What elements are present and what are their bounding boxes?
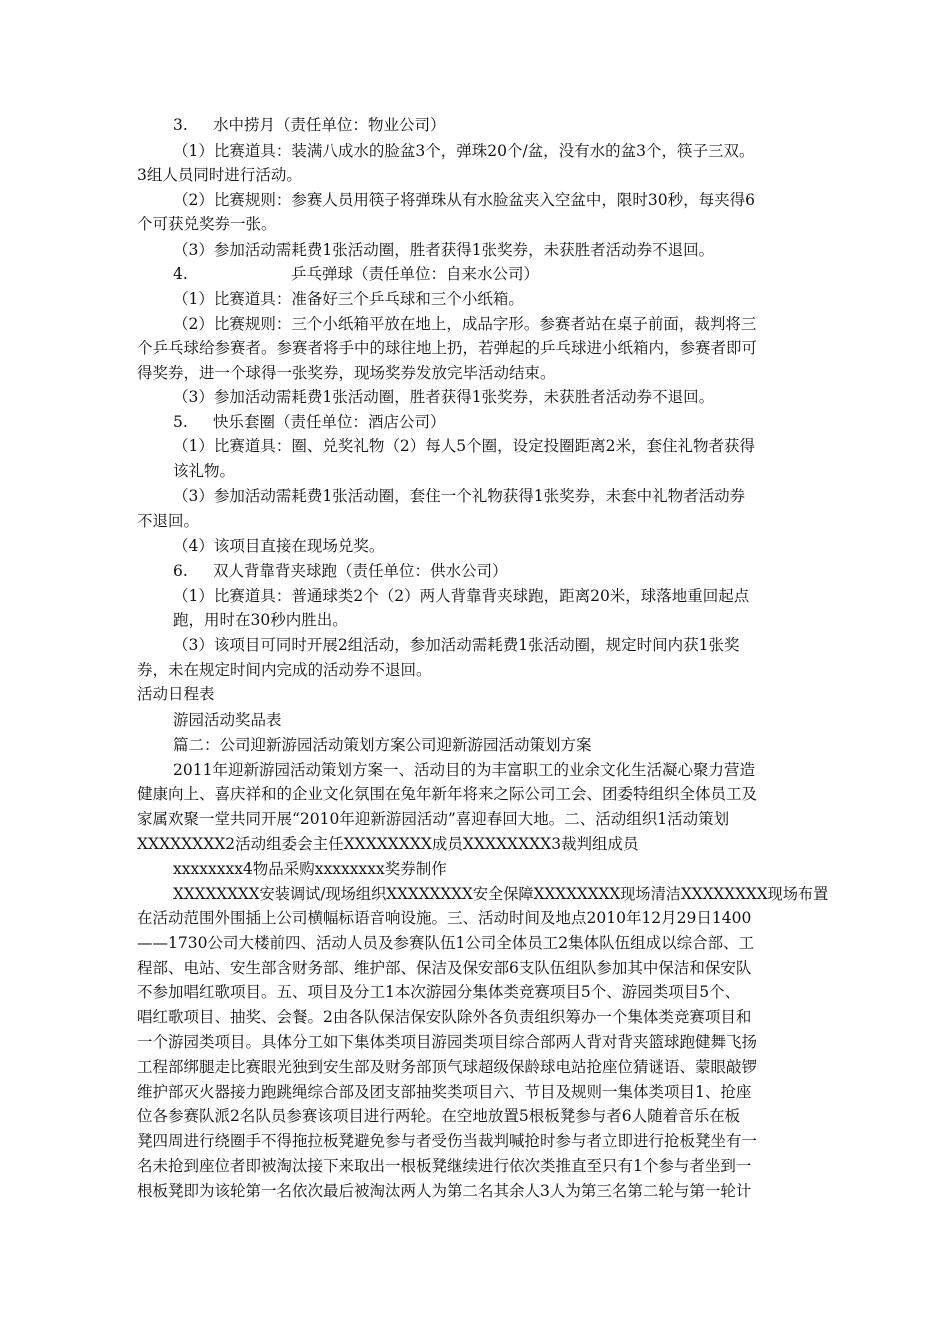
paragraph-line: （1）比赛道具：装满八成水的脸盆3个，弹珠20个/盆，没有水的盆3个，筷子三双。 <box>173 142 755 160</box>
item-title: 快乐套圈（责任单位：酒店公司） <box>213 413 446 431</box>
body-line: xxxxxxxx4物品采购xxxxxxxx奖券制作 <box>173 860 447 878</box>
body-line: XXXXXXXX2活动组委会主任XXXXXXXX成员XXXXXXXX3裁判组成员 <box>137 835 639 853</box>
paragraph-line: 该礼物。 <box>173 462 236 480</box>
body-line: 名未抢到座位者即被淘汰接下来取出一根板凳继续进行依次类推直至只有1个参与者坐到一 <box>137 1157 752 1175</box>
body-line: 不参加唱红歌项目。五、项目及分工1本次游园分集体类竞赛项目5个、游园类项目5个、 <box>137 983 741 1001</box>
body-line: 2011年迎新游园活动策划方案一、活动目的为丰富职工的业余文化生活凝心聚力营造 <box>173 761 755 779</box>
paragraph-line: 券，未在规定时间内完成的活动券不退回。 <box>137 661 432 679</box>
paragraph-line: （3）参加活动需耗费1张活动圈，胜者获得1张奖券，未获胜者活动券不退回。 <box>173 388 715 406</box>
paragraph-line: （3）参加活动需耗费1张活动圈，套住一个礼物获得1张奖券，未套中礼物者活动券 <box>173 487 746 505</box>
paragraph-line: （3）该项目可同时开展2组活动，参加活动需耗费1张活动圈，规定时间内获1张奖 <box>173 636 740 654</box>
body-line: 位各参赛队派2名队员参赛该项目进行两轮。在空地放置5根板凳参与者6人随着音乐在板 <box>137 1107 741 1125</box>
schedule-heading: 活动日程表 <box>137 685 215 703</box>
body-line: 工程部绑腿走比赛眼光独到安生部及财务部顶气球超级保龄球电站抢座位猜谜语、蒙眼敲锣 <box>137 1058 758 1076</box>
paragraph-line: 个乒乓球给参赛者。参赛者将手中的球往地上扔，若弹起的乒乓球进小纸箱内，参赛者即可 <box>137 339 758 357</box>
body-line: XXXXXXXX安装调试/现场组织XXXXXXXX安全保障XXXXXXXX现场清洁XXXXXXXX现场布置 <box>173 885 829 903</box>
body-line: 在活动范围外围插上公司横幅标语音响设施。三、活动时间及地点2010年12月29日1400 <box>137 909 752 927</box>
item-number: 3. <box>173 116 188 134</box>
item-5-heading <box>173 410 446 434</box>
body-line: 家属欢聚一堂共同开展“2010年迎新游园活动”喜迎春回大地。二、活动组织1活动策划 <box>137 810 730 828</box>
body-line: 凳四周进行绕圈手不得拖拉板凳避免参与者受伤当裁判喊抢时参与者立即进行抢板凳坐有一 <box>137 1132 758 1150</box>
body-line: 维护部灭火器接力跑跳绳综合部及团支部抽奖类项目六、节目及规则一集体类项目1、抢座 <box>137 1083 752 1101</box>
paragraph-line: （1）比赛道具：普通球类2个（2）两人背靠背夹球跑，距离20米，球落地重回起点 <box>173 587 750 605</box>
body-line: 根板凳即为该轮第一名依次最后被淘汰两人为第二名其余人3人为第三名第二轮与第一轮计 <box>137 1182 752 1200</box>
paragraph-line: （2）比赛规则：三个小纸箱平放在地上，成品字形。参赛者站在桌子前面，裁判将三 <box>173 315 757 333</box>
paragraph-line: （4）该项目直接在现场兑奖。 <box>173 537 385 555</box>
item-title: 双人背靠背夹球跑（责任单位：供水公司） <box>213 562 508 580</box>
paragraph-line: （1）比赛道具：圈、兑奖礼物（2）每人5个圈，设定投圈距离2米，套住礼物者获得 <box>173 437 755 455</box>
body-line: ——1730公司大楼前四、活动人员及参赛队伍1公司全体员工2集体队伍组成以综合部、工 <box>137 934 755 952</box>
paragraph-line: 3组人员同时进行活动。 <box>137 166 302 184</box>
paragraph-line: 个可获兑奖券一张。 <box>137 215 277 233</box>
item-number: 5. <box>173 413 188 431</box>
paragraph-line: （3）参加活动需耗费1张活动圈，胜者获得1张奖券，未获胜者活动券不退回。 <box>173 241 715 259</box>
paragraph-line: （1）比赛道具：准备好三个乒乓球和三个小纸箱。 <box>173 290 524 308</box>
item-title: 乒乓弹球（责任单位：自来水公司） <box>291 265 540 283</box>
prize-heading: 游园活动奖品表 <box>173 711 282 729</box>
item-number: 6. <box>173 562 188 580</box>
article-2-title: 篇二：公司迎新游园活动策划方案公司迎新游园活动策划方案 <box>173 736 592 754</box>
item-3-heading <box>173 113 446 137</box>
item-4-heading <box>173 262 539 286</box>
paragraph-line: 不退回。 <box>137 512 200 530</box>
body-line: 一个游园类项目。具体分工如下集体类项目游园类项目综合部两人背对背夹篮球跑健舞飞扬 <box>137 1033 758 1051</box>
item-number: 4. <box>173 265 188 283</box>
paragraph-line: 跑，用时在30秒内胜出。 <box>173 611 348 629</box>
paragraph-line: （2）比赛规则：参赛人员用筷子将弹珠从有水脸盆夹入空盆中，限时30秒，每夹得6 <box>173 191 755 209</box>
item-title: 水中捞月（责任单位：物业公司） <box>213 116 446 134</box>
item-6-heading <box>173 559 508 583</box>
body-line: 程部、电站、安生部含财务部、维护部、保洁及保安部6支队伍组队参加其中保洁和保安队 <box>137 959 752 977</box>
paragraph-line: 得奖券，进一个球得一张奖券，现场奖券发放完毕活动结束。 <box>137 364 556 382</box>
body-line: 健康向上、喜庆祥和的企业文化氛围在兔年新年将来之际公司工会、团委特组织全体员工及 <box>137 785 758 803</box>
body-line: 唱红歌项目、抽奖、会餐。2由各队保洁保安队除外各负责组织筹办一个集体类竞赛项目和 <box>137 1008 752 1026</box>
